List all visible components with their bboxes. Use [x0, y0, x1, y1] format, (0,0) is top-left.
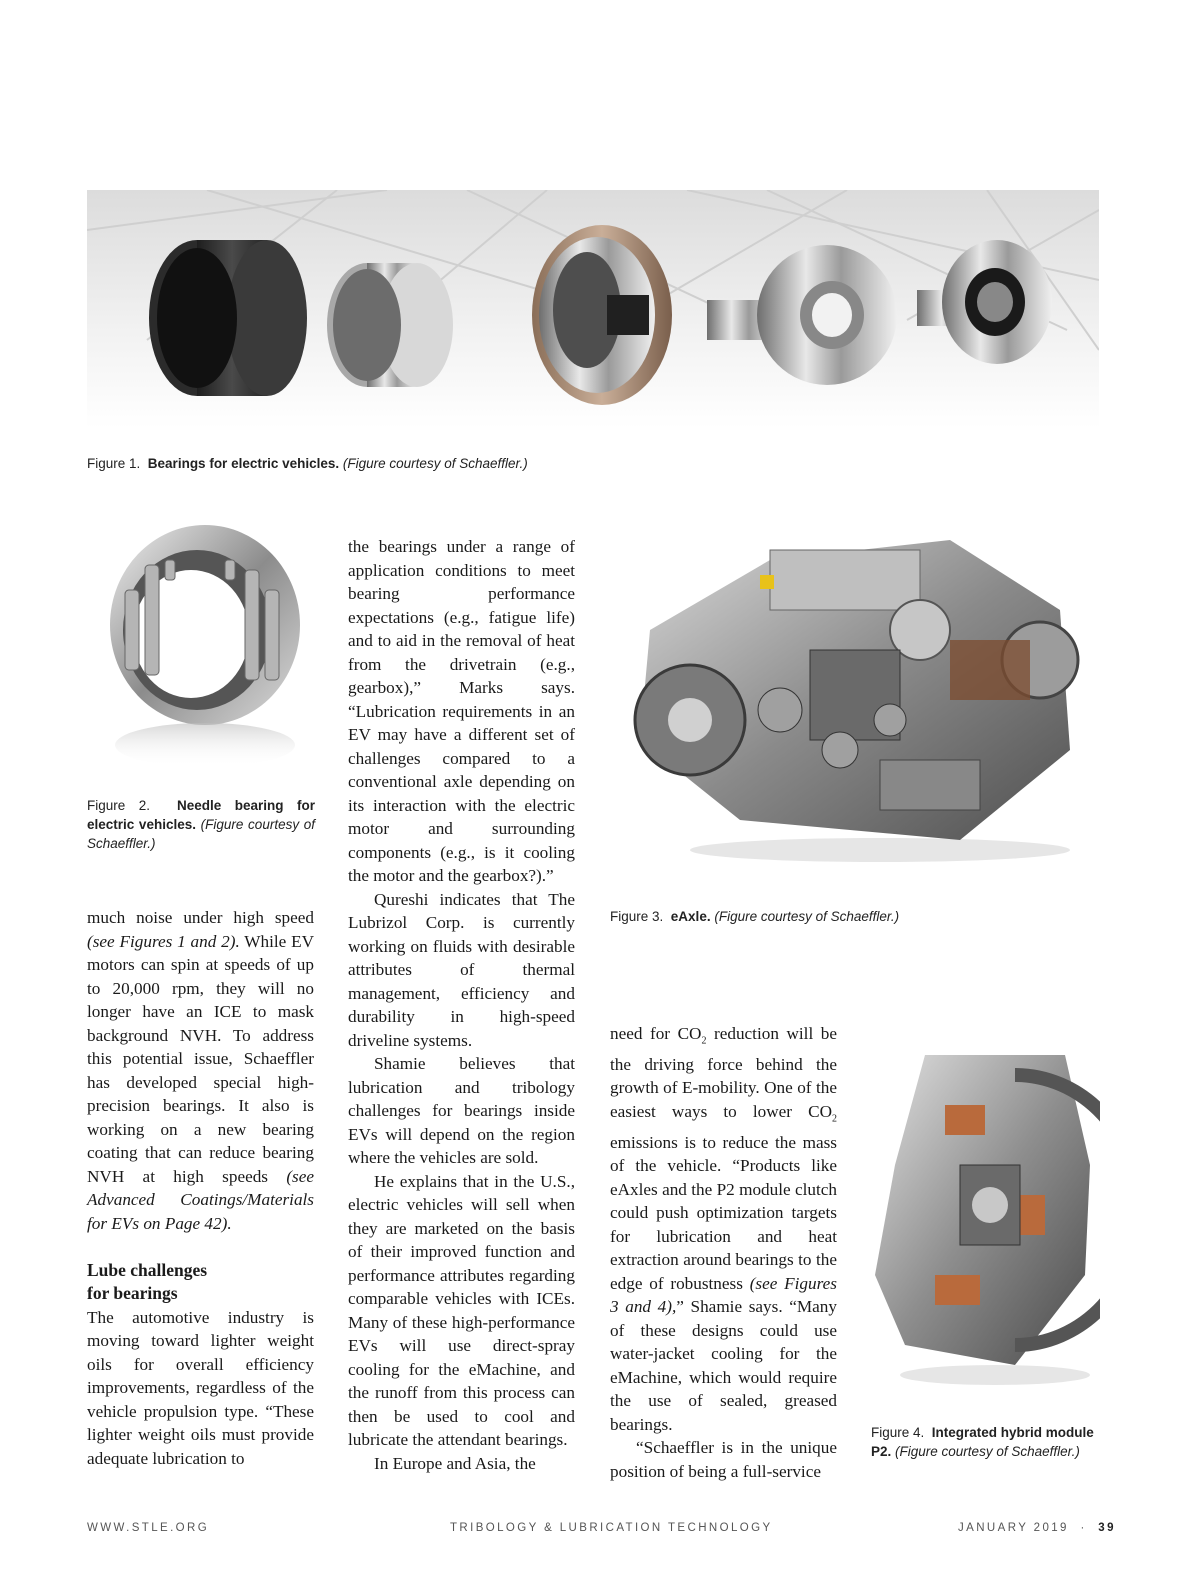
footer-website[interactable]: WWW.STLE.ORG: [87, 1522, 210, 1534]
column-2-paragraph-2: Qureshi indicates that The Lubrizol Corp. is currently working on fluids with desirable attributes of thermal management, efficiency and durability in high-speed driveline systems.: [348, 889, 575, 1050]
text-run: ” Shamie says. “Many of these designs could use water-jacket cooling for the eMachine, which would require the use of sealed, greased bearings.: [610, 1297, 837, 1434]
figure-reference: (see Figures 3 and 4),: [610, 1273, 837, 1317]
figure4-caption: [871, 1423, 1101, 1461]
text-run: While EV motors can spin at speeds of up to 20,000 rpm, they will no longer have an ICE to mask background NVH. To address this potential issue, Schaeffler has developed special high-precision bearings. It also is working on a new bearing coating that can reduce bearing NVH at high speeds: [87, 931, 314, 1186]
issue-date: JANUARY 2019: [958, 1522, 1069, 1534]
column-2-paragraph-5: In Europe and Asia, the: [374, 1453, 536, 1473]
figure3-image: [620, 520, 1090, 865]
column-3: [610, 1022, 837, 1483]
figure2-title: Needle bearing for electric vehicles.: [87, 798, 315, 832]
page-reference: (see Advanced Coatings/Materials for EVs on Page 42).: [87, 1166, 314, 1233]
column-2-paragraph-3: Shamie believes that lubrication and tribology challenges for bearings inside EVs will depend on the region where the vehicles are sold.: [348, 1054, 575, 1167]
figure4-image: [865, 1045, 1100, 1390]
figure2-caption: [87, 796, 315, 853]
figure2-image: [105, 520, 305, 768]
figure1-caption: [87, 454, 1087, 473]
text-run: need for CO: [610, 1024, 702, 1043]
column-1-paragraph-1: [87, 906, 314, 1235]
figure1-title: Bearings for electric vehicles.: [147, 456, 340, 471]
column-3-paragraph-2: “Schaeffler is in the unique position of being a full-service: [610, 1438, 837, 1481]
column-2-paragraph-4: He explains that in the U.S., electric vehicles will sell when they are marketed on the basis of their improved function and performance attributes regarding comparable vehicles with ICEs. Many of these high-performance EVs will use direct-spray cooling for the eMachine, and the runoff from this process can then be used to cool and lubricate the attendant bearings.: [348, 1171, 575, 1449]
subscript: 2: [701, 1035, 707, 1047]
figure-reference: (see Figures 1 and 2).: [87, 931, 240, 951]
footer-date: [958, 1522, 1116, 1534]
figure2-credit: (Figure courtesy of Schaeffler.): [87, 817, 315, 851]
figure3-number: Figure 3.: [610, 909, 664, 924]
figure2-number: Figure 2.: [87, 798, 151, 813]
page-number: 39: [1098, 1522, 1116, 1534]
column-2-paragraph-1: the bearings under a range of application conditions to meet bearing performance expectations (e.g., fatigue life) and to aid in the removal of heat from the drivetrain (e.g., gearbox),” Marks says. “Lubrication requirements in an EV may have a different set of challenges compared to a conventional axle depending on its interaction with the electric motor and surrounding components (e.g., is it cooling the motor and the gearbox?).”: [348, 537, 575, 885]
column-2: [348, 535, 575, 1475]
column-1: [87, 906, 314, 1470]
figure3-title: eAxle.: [670, 909, 711, 924]
section-heading: [87, 1259, 314, 1306]
text-run: much noise under high speed: [87, 908, 314, 927]
separator: ·: [1080, 1522, 1087, 1534]
figure3-caption: [610, 907, 1090, 926]
column-1-paragraph-2: The automotive industry is moving toward lighter weight oils for overall efficiency improvements, regardless of the vehicle propulsion type. “These lighter weight oils must provide adequate lubrication to: [87, 1307, 314, 1468]
figure4-credit: (Figure courtesy of Schaeffler.): [895, 1444, 1080, 1459]
figure1-number: Figure 1.: [87, 456, 141, 471]
figure4-title: Integrated hybrid module P2.: [871, 1425, 1094, 1459]
heading-line-1: Lube challenges: [87, 1259, 208, 1280]
figure3-credit: (Figure courtesy of Schaeffler.): [714, 909, 900, 924]
text-run: emissions is to reduce the mass of the vehicle. “Products like eAxles and the P2 module clutch could push optimization targets for lubrication and heat extraction around bearings to the edge of robustness: [610, 1132, 837, 1293]
heading-line-2: for bearings: [87, 1283, 178, 1303]
text-run: reduction will be the driving force behind the growth of E-mobility. One of the easiest ways to lower CO: [610, 1024, 837, 1121]
column-3-paragraph-1: [610, 1022, 837, 1436]
footer-publication: TRIBOLOGY & LUBRICATION TECHNOLOGY: [450, 1522, 773, 1534]
figure1-image: [87, 190, 1099, 428]
figure1-credit: (Figure courtesy of Schaeffler.): [342, 456, 528, 471]
figure4-number: Figure 4.: [871, 1425, 925, 1440]
subscript: 2: [832, 1113, 837, 1125]
